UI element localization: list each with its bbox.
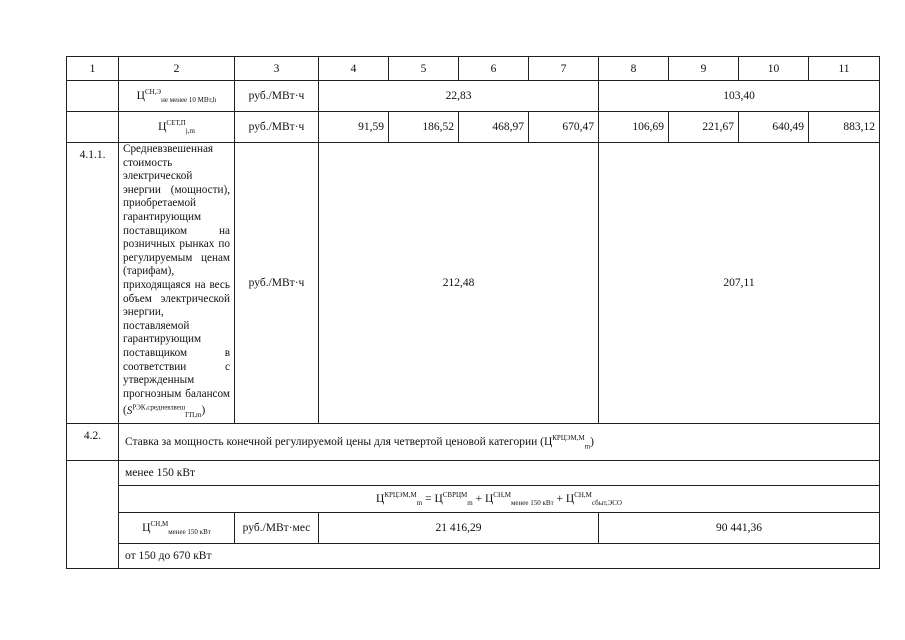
table-row-less-150 — [67, 460, 880, 485]
table-row-cn-e — [67, 81, 880, 112]
value-cell: 91,59 — [319, 112, 389, 143]
value-cell: 22,83 — [319, 81, 599, 112]
column-number: 9 — [669, 57, 739, 81]
unit-cell: руб./МВт·ч — [235, 81, 319, 112]
column-number: 1 — [67, 57, 119, 81]
value-cell: 212,48 — [319, 143, 599, 424]
row-number-cell — [67, 112, 119, 143]
unit-cell: руб./МВт·ч — [235, 143, 319, 424]
value-cell: 207,11 — [599, 143, 880, 424]
column-number: 6 — [459, 57, 529, 81]
column-number: 3 — [235, 57, 319, 81]
unit-cell: руб./МВт·мес — [235, 512, 319, 543]
column-number: 2 — [119, 57, 235, 81]
table-row-150-670 — [67, 543, 880, 568]
row-number-cell: 4.2. — [67, 423, 119, 460]
value-cell: 21 416,29 — [319, 512, 599, 543]
row-number-cell — [67, 460, 119, 568]
table-row-4-1-1 — [67, 143, 880, 424]
table-row-4-2 — [67, 423, 880, 460]
symbol-cell: $Ц^{СЕТ,П}_{j,m}$ — [119, 112, 235, 143]
column-number: 7 — [529, 57, 599, 81]
column-number: 5 — [389, 57, 459, 81]
subsection-label: от 150 до 670 кВт — [119, 543, 880, 568]
symbol-cell: $Ц^{СН,М}_{менее 150 кВт}$ — [119, 512, 235, 543]
column-number-row — [67, 57, 880, 81]
value-cell: 883,12 — [809, 112, 880, 143]
unit-cell: руб./МВт·ч — [235, 112, 319, 143]
symbol-cell: $Ц^{СН,Э}_{не менее 10 МВт,h}$ — [119, 81, 235, 112]
subsection-label: менее 150 кВт — [119, 460, 880, 485]
value-cell: 106,69 — [599, 112, 669, 143]
formula-cell: $Ц^{КРЦЭМ,М}_m = Ц^{СВРЦМ}_m + Ц^{СН,М}_{менее 150 кВт} + Ц^{СН,М}_{сбыт,ЭСО}$ — [119, 485, 880, 512]
value-cell: 90 441,36 — [599, 512, 880, 543]
column-number: 8 — [599, 57, 669, 81]
description-cell: Средневзвешенная стоимость электрической энергии (мощности), приобретаемой гарантирующим поставщиком на розничных рынках по регулируемым ценам (тарифам), приходящаяся на весь объем электрической энергии, поставляемой гарантирующим поставщиком в соответствии с утвержденным прогнозным балансом $(S^{РЭК,средневзвеш}_{ГП,m})$ — [119, 143, 235, 424]
column-number: 10 — [739, 57, 809, 81]
value-cell: 186,52 — [389, 112, 459, 143]
value-cell: 103,40 — [599, 81, 880, 112]
value-cell: 670,47 — [529, 112, 599, 143]
section-title-cell: Ставка за мощность конечной регулируемой цены для четвертой ценовой категории $(Ц^{КРЦЭМ,М}_m)$ — [119, 423, 880, 460]
value-cell: 221,67 — [669, 112, 739, 143]
value-cell: 640,49 — [739, 112, 809, 143]
value-cell: 468,97 — [459, 112, 529, 143]
table-row-cet-p — [67, 112, 880, 143]
tariff-table — [66, 56, 880, 569]
table-row-formula — [67, 485, 880, 512]
row-number-cell — [67, 81, 119, 112]
row-number-cell: 4.1.1. — [67, 143, 119, 424]
column-number: 11 — [809, 57, 880, 81]
column-number: 4 — [319, 57, 389, 81]
table-row-cn-m — [67, 512, 880, 543]
